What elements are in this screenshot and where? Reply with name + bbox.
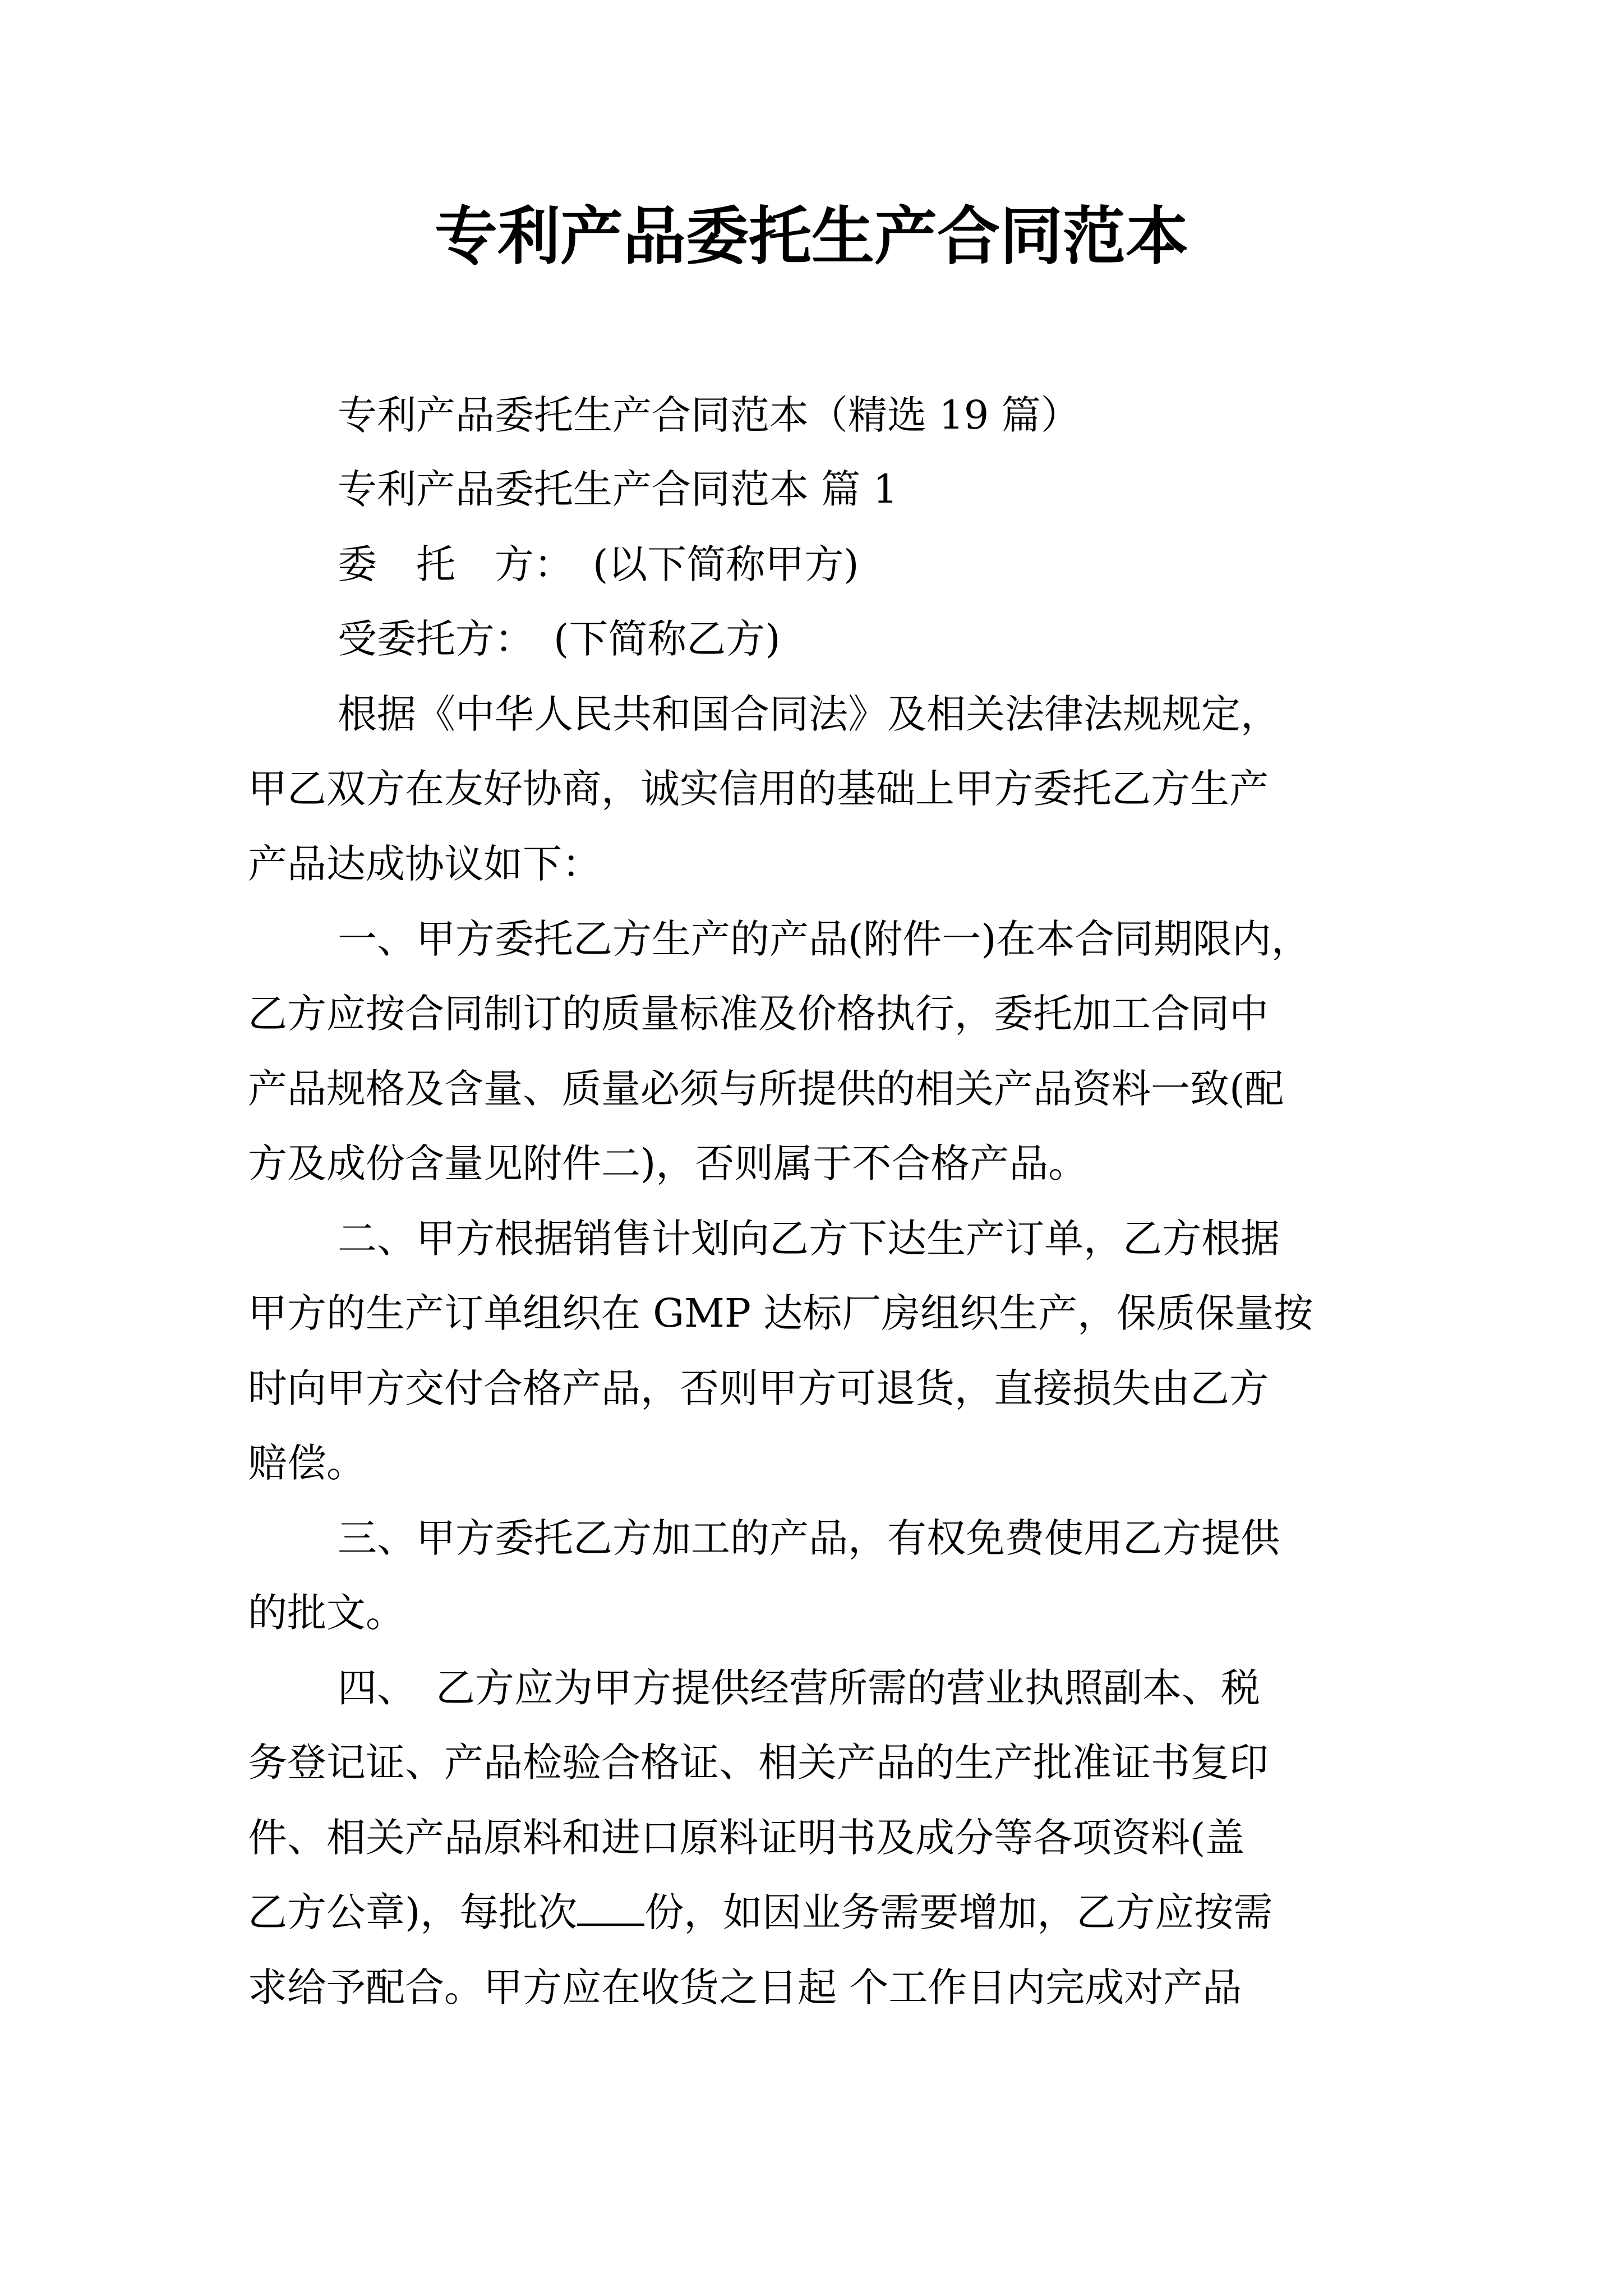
paragraph-line: 方及成份含量见附件二)，否则属于不合格产品。 <box>248 1140 1088 1186</box>
subtitle-line: 专利产品委托生产合同范本（精选 19 篇） <box>338 392 1080 438</box>
paragraph-line: 件、相关产品原料和进口原料证明书及成分等各项资料(盖 <box>248 1815 1245 1861</box>
paragraph-line <box>248 1884 1272 1940</box>
line-text: 份，如因业务需要增加，乙方应按需 <box>644 1889 1273 1935</box>
paragraph-line: 二、甲方根据销售计划向乙方下达生产订单，乙方根据 <box>338 1216 1280 1262</box>
paragraph-line: 三、甲方委托乙方加工的产品，有权免费使用乙方提供 <box>338 1515 1280 1561</box>
section-heading: 专利产品委托生产合同范本 篇 1 <box>338 466 898 512</box>
paragraph-line: 产品规格及含量、质量必须与所提供的相关产品资料一致(配 <box>248 1066 1284 1112</box>
paragraph-line: 甲方的生产订单组织在 GMP 达标厂房组织生产，保质保量按 <box>248 1290 1313 1336</box>
document-title: 专利产品委托生产合同范本 <box>435 200 1188 273</box>
paragraph-line: 求给予配合。甲方应在收货之日起 个工作日内完成对产品 <box>248 1964 1242 2010</box>
paragraph-line: 根据《中华人民共和国合同法》及相关法律法规规定， <box>338 691 1280 737</box>
paragraph-line: 赔偿。 <box>248 1440 366 1486</box>
paragraph-line: 四、 乙方应为甲方提供经营所需的营业执照副本、税 <box>338 1665 1260 1711</box>
paragraph-line: 产品达成协议如下： <box>248 841 601 887</box>
party-a-line: 委 托 方： (以下简称甲方) <box>338 541 859 587</box>
paragraph-line: 的批文。 <box>248 1590 405 1636</box>
line-text: 乙方公章)，每批次 <box>248 1889 578 1935</box>
paragraph-line: 甲乙双方在友好协商，诚实信用的基础上甲方委托乙方生产 <box>248 766 1269 812</box>
paragraph-line: 一、甲方委托乙方生产的产品(附件一)在本合同期限内， <box>338 916 1311 962</box>
fill-in-blank <box>577 1900 644 1926</box>
paragraph-line: 乙方应按合同制订的质量标准及价格执行，委托加工合同中 <box>248 991 1269 1037</box>
paragraph-line: 务登记证、产品检验合格证、相关产品的生产批准证书复印 <box>248 1740 1269 1786</box>
paragraph-line: 时向甲方交付合格产品，否则甲方可退货，直接损失由乙方 <box>248 1365 1269 1411</box>
party-b-line: 受委托方： (下简称乙方) <box>338 616 781 662</box>
